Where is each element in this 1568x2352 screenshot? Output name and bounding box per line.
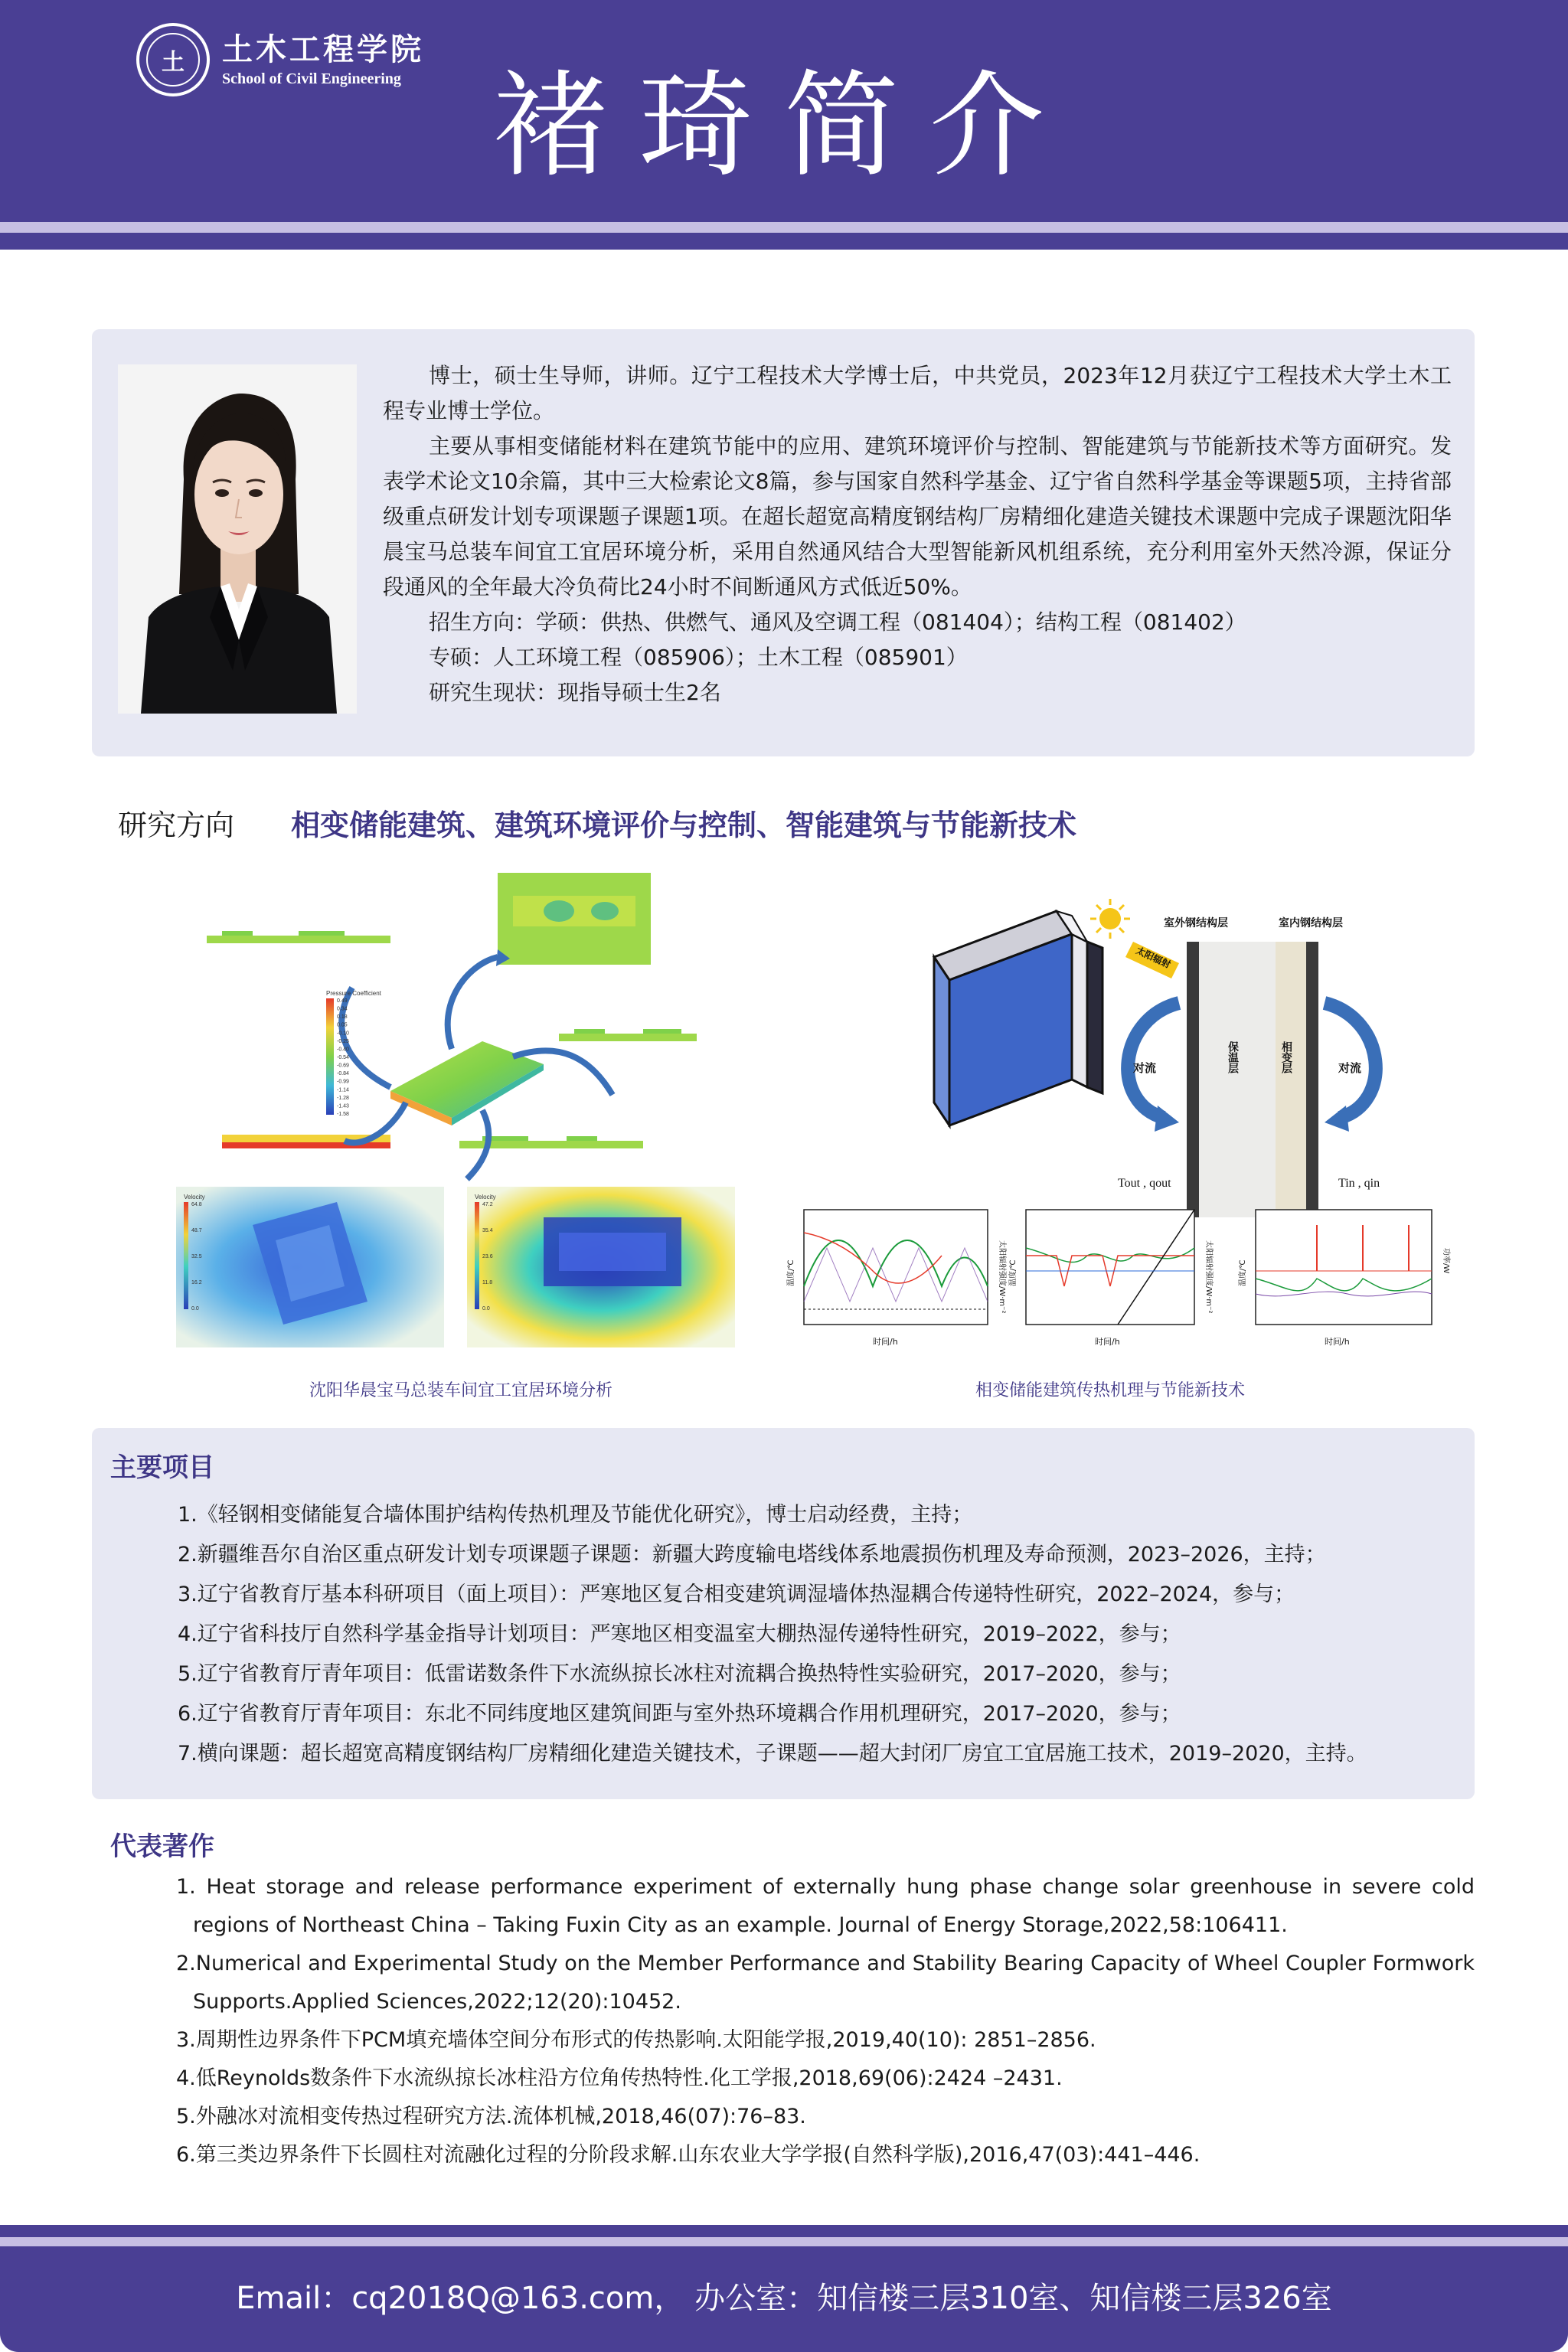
velocity-right-tick: 23.6 xyxy=(482,1254,493,1259)
label-insulation: 保温层 xyxy=(1227,1041,1239,1073)
projects-title: 主要项目 xyxy=(110,1452,214,1483)
seal-glyph: 土 xyxy=(146,33,200,87)
chart2-xlabel: 时间/h xyxy=(1095,1337,1120,1347)
pressure-legend-tick: 0.05 xyxy=(337,1022,348,1028)
pressure-legend-tick: 0.34 xyxy=(337,1006,348,1012)
projects-section xyxy=(92,1428,1475,1799)
bio-paragraph-research: 主要从事相变储能材料在建筑节能中的应用、建筑环境评价与控制、智能建筑与节能新技术等方面研究。发表学术论文10余篇，其中三大检索论文8篇，参与国家自然科学基金、辽宁省自然科学基金等课题5项，主持省部级重点研发计划专项课题子课题1项。在超长超宽高精度钢结构厂房精细化建造关键技术课题中完成子课题沈阳华晨宝马总装车间宜工宜居环境分析，采用自然通风结合大型智能新风机组系统，充分利用室外天然冷源，保证分段通风的全年最大冷负荷比24小时不间断通风方式低近50%。 xyxy=(383,433,1452,599)
pcm-wall-figure xyxy=(781,888,1455,1355)
footer-banner xyxy=(0,2246,1568,2352)
velocity-left-title: Velocity xyxy=(184,1194,205,1200)
label-tin: Tin , qin xyxy=(1338,1177,1380,1190)
velocity-right-tick: 0.0 xyxy=(482,1306,490,1312)
chart3-ylabel2: 功率/W xyxy=(1442,1248,1450,1274)
chart3-ylabel: 温度/℃ xyxy=(1239,1259,1247,1286)
label-solar: 太阳辐射 xyxy=(1134,945,1173,971)
pressure-legend-tick: -0.69 xyxy=(337,1063,349,1069)
chart1-ylabel: 温度/℃ xyxy=(787,1259,795,1286)
velocity-right-tick: 11.8 xyxy=(482,1280,493,1285)
research-direction-text: 相变储能建筑、建筑环境评价与控制、智能建筑与节能新技术 xyxy=(291,808,1077,842)
pressure-legend-tick: 0.49 xyxy=(337,998,348,1004)
velocity-left-tick: 16.2 xyxy=(191,1280,202,1285)
portrait-photo xyxy=(118,364,357,714)
label-convection-right: 对流 xyxy=(1338,1061,1362,1075)
header-divider-dark xyxy=(0,233,1568,250)
project-item: 1.《轻钢相变储能复合墙体围护结构传热机理及节能优化研究》，博士启动经费，主持； xyxy=(178,1503,973,1527)
label-inner-steel: 室内钢结构层 xyxy=(1279,917,1343,929)
velocity-right-tick: 35.4 xyxy=(482,1228,493,1233)
mini-chart-2 xyxy=(1008,1210,1214,1347)
velocity-right-title: Velocity xyxy=(475,1194,496,1200)
research-direction-label: 研究方向 xyxy=(118,808,235,842)
label-pcm-layer: 相变层 xyxy=(1280,1041,1292,1073)
bio-admission-professional: 专硕：人工环境工程（085906）；土木工程（085901） xyxy=(429,645,968,670)
caption-cfd-figure: 沈阳华晨宝马总装车间宜工宜居环境分析 xyxy=(309,1381,613,1400)
profile-section xyxy=(92,329,1475,756)
header-banner xyxy=(0,0,1568,222)
publication-item: 2.Numerical and Experimental Study on the Member Performance and Stability Bearing Capacity of Wheel Coupler Formwork Supports.Applied Sciences,2022;12(20):10452. xyxy=(176,1952,1475,2014)
school-name-cn: 土木工程学院 xyxy=(222,31,424,67)
header-divider-light xyxy=(0,222,1568,233)
velocity-left-tick: 48.7 xyxy=(191,1228,202,1233)
chart3-xlabel: 时间/h xyxy=(1325,1337,1350,1347)
bio-paragraph-degree: 博士，硕士生导师，讲师。辽宁工程技术大学博士后，中共党员，2023年12月获辽宁工程技术大学土木工程专业博士学位。 xyxy=(383,363,1452,423)
project-item: 3.辽宁省教育厅基本科研项目（面上项目）：严寒地区复合相变建筑调湿墙体热湿耦合传递特性研究，2022–2024，参与； xyxy=(178,1583,1295,1606)
cfd-figure xyxy=(161,873,789,1348)
pressure-legend-tick: 0.18 xyxy=(337,1014,348,1021)
velocity-left-tick: 32.5 xyxy=(191,1254,202,1259)
project-item: 5.辽宁省教育厅青年项目：低雷诺数条件下水流纵掠长冰柱对流耦合换热特性实验研究，2017–2020，参与； xyxy=(178,1662,1181,1686)
footer-divider-dark xyxy=(0,2225,1568,2237)
pressure-legend-tick: -1.14 xyxy=(337,1087,349,1093)
publication-item: 3.周期性边界条件下PCM填充墙体空间分布形式的传热影响.太阳能学报,2019,40(10): 2851–2856. xyxy=(176,2028,1096,2052)
publications-title: 代表著作 xyxy=(110,1831,214,1862)
mini-chart-3 xyxy=(1237,1210,1452,1347)
project-item: 2.新疆维吾尔自治区重点研发计划专项课题子课题：新疆大跨度输电塔线体系地震损伤机理及寿命预测，2023–2026，主持； xyxy=(178,1543,1326,1566)
pressure-legend-tick: -0.99 xyxy=(337,1079,349,1085)
project-item: 7.横向课题：超长超宽高精度钢结构厂房精细化建造关键技术，子课题——超大封闭厂房宜工宜居施工技术，2019–2020，主持。 xyxy=(178,1742,1367,1766)
pressure-legend-tick: -1.28 xyxy=(337,1095,349,1101)
contact-info: Email：cq2018Q@163.com， 办公室：知信楼三层310室、知信楼三层326室 xyxy=(236,2281,1332,2316)
chart2-ylabel2: 太阳辐射强度/W·m⁻² xyxy=(1204,1240,1213,1314)
label-tout: Tout , qout xyxy=(1118,1177,1171,1190)
pressure-legend-tick: -0.25 xyxy=(337,1038,349,1044)
pressure-legend-ticks xyxy=(337,998,349,1117)
pressure-legend-tick: -0.40 xyxy=(337,1047,349,1053)
label-outer-steel: 室外钢结构层 xyxy=(1164,917,1228,929)
pressure-legend-title: Pressure Coefficient xyxy=(326,990,381,997)
publications-list xyxy=(176,1868,1475,2174)
publication-item: 5.外融冰对流相变传热过程研究方法.流体机械,2018,46(07):76–83. xyxy=(176,2105,806,2128)
bio-students: 研究生现状：现指导硕士生2名 xyxy=(429,680,721,705)
project-item: 6.辽宁省教育厅青年项目：东北不同纬度地区建筑间距与室外热环境耦合作用机理研究，2017–2020，参与； xyxy=(178,1702,1181,1726)
velocity-left-tick: 64.8 xyxy=(191,1202,202,1207)
footer-divider-light xyxy=(0,2237,1568,2246)
pressure-legend-tick: -0.10 xyxy=(337,1031,349,1037)
publication-item: 4.低Reynolds数条件下水流纵掠长冰柱沿方位角传热特性.化工学报,2018,69(06):2424 –2431. xyxy=(176,2066,1063,2090)
pressure-legend-tick: -1.43 xyxy=(337,1103,349,1109)
label-convection-left: 对流 xyxy=(1133,1061,1157,1075)
pressure-legend-tick: -1.58 xyxy=(337,1112,349,1117)
page-title: 褚琦简介 xyxy=(492,60,1075,193)
bio-text xyxy=(383,358,1452,710)
school-name-en: School of Civil Engineering xyxy=(222,70,401,87)
chart2-ylabel: 温度/℃ xyxy=(1009,1259,1018,1286)
pressure-legend-tick: -0.84 xyxy=(337,1071,349,1077)
publication-item: 6.第三类边界条件下长圆柱对流融化过程的分阶段求解.山东农业大学学报(自然科学版),2016,47(03):441–446. xyxy=(176,2143,1200,2167)
mini-chart-1 xyxy=(786,1210,1008,1347)
publication-item: 1. Heat storage and release performance experiment of externally hung phase change solar greenhouse in severe cold regions of Northeast China – Taking Fuxin City as an example. Journal of Energy Storage,2022,58:106411. xyxy=(176,1875,1475,1937)
bio-admission-academic: 招生方向：学硕：供热、供燃气、通风及空调工程（081404）；结构工程（081402） xyxy=(429,609,1246,635)
pressure-legend-tick: -0.54 xyxy=(337,1055,349,1060)
projects-list xyxy=(178,1495,1464,1774)
velocity-left-tick: 0.0 xyxy=(191,1306,199,1312)
velocity-right-tick: 47.2 xyxy=(482,1202,493,1207)
caption-pcm-figure: 相变储能建筑传热机理与节能新技术 xyxy=(975,1381,1246,1400)
chart1-xlabel: 时间/h xyxy=(873,1337,898,1347)
chart1-ylabel2: 太阳辐射强度/W·m⁻² xyxy=(998,1240,1006,1314)
project-item: 4.辽宁省科技厅自然科学基金指导计划项目：严寒地区相变温室大棚热湿传递特性研究，2019–2022，参与； xyxy=(178,1622,1181,1646)
